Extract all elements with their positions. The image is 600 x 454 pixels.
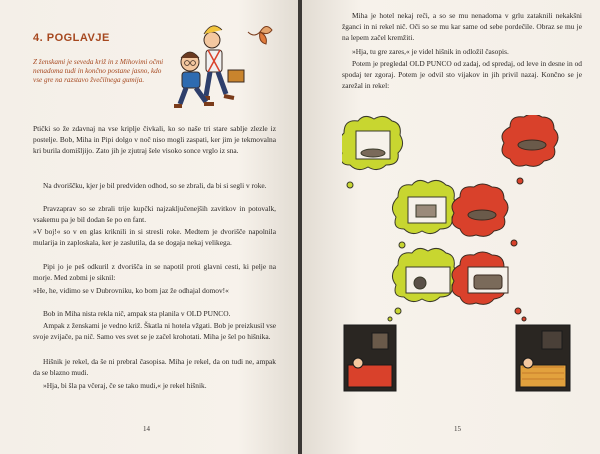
red-thought-bubble [502, 115, 558, 184]
green-thought-bubble [392, 180, 456, 248]
right-page [302, 0, 600, 454]
paragraph: Hišnik je rekel, da še ni prebral časopisa. Miha je rekel, da on tudi ne, ampak da se blazno mudi. [33, 357, 276, 378]
red-thought-bubble [452, 184, 517, 246]
chapter-title: 4. POGLAVJE [33, 32, 110, 44]
green-thought-bubble [388, 248, 457, 321]
green-thought-bubble [342, 116, 403, 188]
paragraph: Na dvoriščku, kjer je bil predviden odhod, so se zbrali, da bi si segli v roke. [43, 181, 267, 190]
paragraph: Bob in Miha nista rekla nič, ampak sta planila v OLD PUNCO. [43, 309, 231, 318]
dream-bubbles-illustration [342, 115, 572, 405]
paragraph: Miha je hotel nekaj reči, a so se mu nenadoma v grlu zataknili nekakšni žganci in ni rekel nič. Oči so se mu kar same od sebe pordečile. Obraz se mu je na lepem začel kremžiti. [342, 11, 582, 43]
paragraph: »He, he, vidimo se v Dubrovniku, ko bom jaz že odhajal domov!« [33, 286, 229, 295]
running-boys-illustration [168, 20, 288, 120]
paragraph: Potem je pregledal OLD PUNCO od zadaj, od spredaj, od leve in desne in od spodaj ter zgoraj. Potem je odvil sto vijakov in jih privil nazaj. Končno se je zarežal in rekel: [342, 59, 582, 91]
paragraph: Pipi jo je peš odkuril z dvorišča in se napotil proti glavni cesti, ki pelje na morje. Med zobmi je siknil: [33, 262, 276, 283]
sleeping-boy-bedroom-left [344, 325, 396, 391]
red-thought-bubble [452, 252, 526, 321]
paragraph: Ampak z ženskami je vedno križ. Škatla ni hotela vžgati. Bob je preizkusil vse svoje zvijače, pa nič. Samo ves svet se je začel krohotati. Miha je šel po hišnika. [33, 321, 276, 342]
paragraph: »Hja, tu gre zares,« je videl hišnik in odložil časopis. [352, 47, 509, 56]
paragraph: »Hja, bi šla pa včeraj, če se tako mudi,« je rekel hišnik. [43, 381, 207, 390]
left-page [0, 0, 298, 454]
paragraph: Pravzaprav so se zbrali trije kupčki najzaključenejših zavitkov in potovalk, vsakemu pa je bil dodan še po en fant. [33, 204, 276, 225]
paragraph: »V boj!« so v en glas kriknili in si stresli roke. Medtem je dvorišče napolnila mularija in zaploskala, ker je zaslutila, da se dogaja nekaj velikega. [33, 227, 276, 248]
chapter-intro: Z ženskami je seveda križ in z Mihovimi očmi nenadoma tudi in končno postane jasno, kdo vse gre na razstavo žvečilnega gumija. [33, 58, 164, 85]
page-number-left: 14 [143, 425, 150, 433]
sleeping-boy-bedroom-right [516, 325, 570, 391]
butterfly-icon [248, 26, 272, 44]
page-number-right: 15 [454, 425, 461, 433]
paragraph: Ptički so že zdavnaj na vse kriplje čivkali, ko so naše tri stare sablje zlezle iz postelje. Bob, Miha in Pipi dolgo v noč niso mogli zaspati, ker jim je tekmovalna kri burila domišljijo. Zato jih je zjutraj šele visoko sonce vrglo iz sna. [33, 124, 276, 156]
